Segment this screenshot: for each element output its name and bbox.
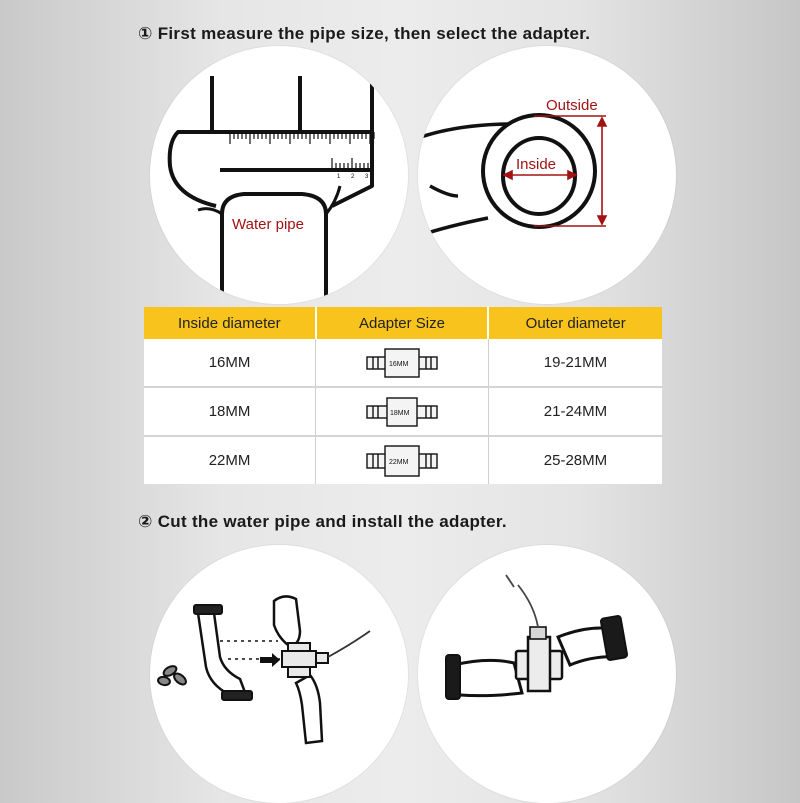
arrow-icon <box>260 653 280 667</box>
inside-diameter-cell: 22MM <box>144 436 316 484</box>
inside-diameter-cell: 18MM <box>144 387 316 436</box>
adapter-icon <box>365 395 439 429</box>
outside-label: Outside <box>546 97 598 114</box>
adapter-size-label: 22MM <box>389 458 409 466</box>
pipe-inner-wall <box>503 138 575 214</box>
water-pipe-label: Water pipe <box>232 216 304 233</box>
caliper-scale <box>230 132 374 170</box>
adapter-icon <box>365 444 439 478</box>
step1-title: ① First measure the pipe size, then select the adapter. <box>138 24 591 43</box>
installed-adapter-diagram <box>418 545 676 803</box>
scale-number-2: 2 <box>351 174 355 180</box>
caliper-measure-illustration <box>150 46 408 304</box>
outer-diameter-cell: 21-24MM <box>488 387 662 436</box>
scale-number-3: 3 <box>365 174 369 180</box>
outer-diameter-cell: 19-21MM <box>488 339 662 387</box>
cut-pipe-illustration <box>150 545 408 803</box>
inside-label: Inside <box>516 156 557 173</box>
outer-diameter-cell: 25-28MM <box>543 452 608 469</box>
header-outer-diameter: Outer diameter <box>488 307 662 339</box>
header-inside-diameter: Inside diameter <box>144 307 316 339</box>
scale-number-1: 1 <box>337 174 341 180</box>
header-adapter-size: Adapter Size <box>316 307 489 339</box>
adapter-icon <box>365 346 439 380</box>
adapter-size-label: 16MM <box>389 360 409 368</box>
scissors-icon <box>157 664 188 687</box>
adapter-size-label: 18MM <box>390 409 410 417</box>
inside-diameter-cell: 16MM <box>144 339 316 387</box>
table-header-row <box>144 307 662 339</box>
cut-pipe-diagram <box>150 545 408 803</box>
table-row <box>144 339 662 387</box>
table-row <box>144 387 662 436</box>
pipe-section-illustration <box>418 46 676 304</box>
adapter-size-cell <box>316 436 489 484</box>
step2-title: ② Cut the water pipe and install the adapter. <box>138 512 507 531</box>
table-row <box>144 436 662 484</box>
adapter-size-table <box>144 307 662 484</box>
adapter-size-cell <box>316 339 489 387</box>
installed-adapter-illustration <box>418 545 676 803</box>
adapter-size-cell <box>316 387 489 436</box>
pipe-cross-section-icon <box>418 46 676 304</box>
caliper-icon <box>150 46 408 304</box>
